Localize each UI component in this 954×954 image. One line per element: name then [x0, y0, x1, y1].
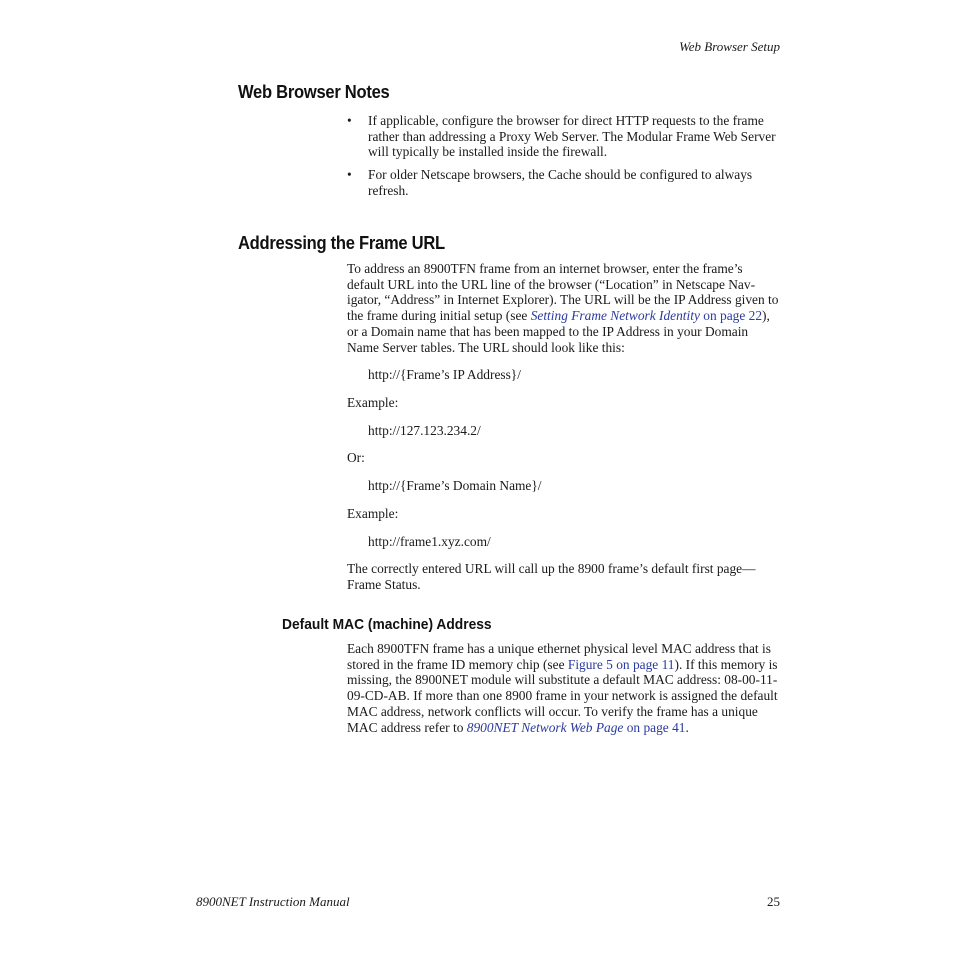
mac-text-end: .	[685, 719, 689, 735]
example-domain-url: http://frame1.xyz.com/	[368, 534, 491, 549]
page-22-link[interactable]: on page 22	[703, 308, 763, 324]
list-item-text: If applicable, configure the browser for direct HTTP requests to the frame rather than addressing a Proxy Web Server. The Modular Frame Web Server will typically be installed inside the firewall.	[368, 113, 776, 160]
url-template-domain: http://{Frame’s Domain Name}/	[368, 478, 542, 493]
url-template-ip: http://{Frame’s IP Address}/	[368, 367, 521, 382]
setting-frame-network-identity-link[interactable]: Setting Frame Network Identity	[530, 308, 700, 324]
page-41-link[interactable]: on page 41	[626, 719, 686, 735]
addressing-intro-paragraph	[347, 261, 783, 355]
bullet-icon: •	[347, 167, 352, 183]
running-header: Web Browser Setup	[679, 39, 780, 54]
bullet-icon: •	[347, 113, 352, 128]
section-title-addressing-frame-url: Addressing the Frame URL	[238, 233, 445, 253]
network-web-page-link[interactable]: 8900NET Network Web Page	[466, 719, 624, 735]
mac-text: Each 8900TFN frame has a unique ethernet physical level MAC address that is stored in the frame ID memory chip (see	[347, 641, 771, 672]
mac-text-continued: ). If this memory is missing, the 8900NET module will substitute a default MAC address: 08-00-11-09-CD-AB. If more than one 8900 frame in your network is assigned the default MAC address, network conflicts will occur. To verify the frame has a unique MAC address refer to	[347, 656, 778, 735]
or-label: Or:	[347, 450, 365, 465]
footer-manual-title: 8900NET Instruction Manual	[196, 894, 350, 909]
list-item	[347, 113, 783, 160]
example-label: Example:	[347, 506, 399, 521]
intro-text: To address an 8900TFN frame from an internet browser, enter the frame’s default URL into the URL line of the browser (“Location” in Netscape Nav-igator, “Address” in Internet Explorer). The URL will be the IP Address given to the frame during initial setup (see	[347, 261, 779, 324]
intro-text-continued: ), or a Domain name that has been mapped to the IP Address in your Domain Name Server tables. The URL should look like this:	[347, 308, 770, 355]
url-closing-paragraph: The correctly entered URL will call up the 8900 frame’s default first page—Frame Status.	[347, 561, 756, 592]
section-title-web-browser-notes: Web Browser Notes	[238, 82, 390, 102]
example-ip-url: http://127.123.234.2/	[368, 423, 481, 438]
list-item-text: For older Netscape browsers, the Cache should be configured to always refresh.	[368, 167, 753, 198]
browser-notes-list	[347, 113, 783, 206]
footer-page-number: 25	[767, 894, 780, 909]
list-item	[347, 167, 783, 198]
subsection-title-default-mac: Default MAC (machine) Address	[282, 616, 492, 633]
figure-5-link[interactable]: Figure 5 on page 11	[567, 656, 675, 672]
example-label: Example:	[347, 395, 399, 410]
mac-address-paragraph	[347, 641, 783, 735]
